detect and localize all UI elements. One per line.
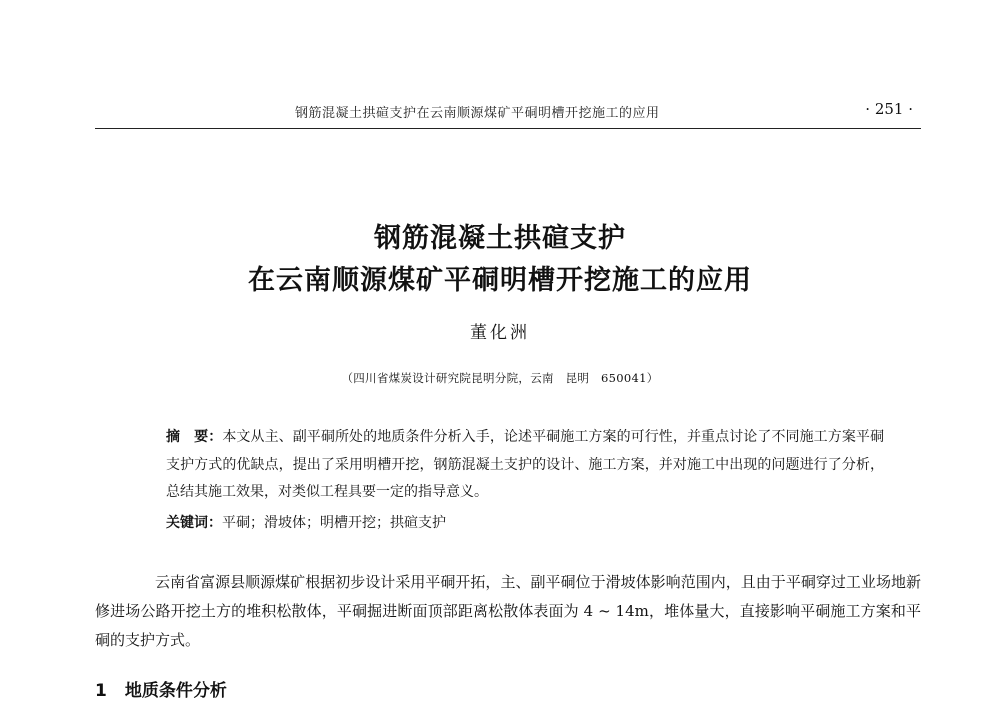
paper-title-line-1: 钢筋混凝土拱碹支护 bbox=[374, 223, 626, 254]
abstract-block bbox=[132, 424, 884, 507]
header-rule bbox=[95, 128, 921, 129]
running-header bbox=[95, 98, 921, 124]
paper-title-line-2: 在云南顺源煤矿平硐明槽开挖施工的应用 bbox=[248, 265, 752, 296]
author-affiliation: （四川省煤炭设计研究院昆明分院，云南 昆明 650041） bbox=[341, 371, 659, 385]
keywords-text: 平硐；滑坡体；明槽开挖；拱碹支护 bbox=[222, 515, 446, 531]
abstract-text: 本文从主、副平硐所处的地质条件分析入手，论述平硐施工方案的可行性，并重点讨论了不同施工方案平硐支护方式的优缺点，提出了采用明槽开挖，钢筋混凝土支护的设计、施工方案，并对施工中出现的问题进行了分析，总结其施工效果，对类似工程具要一定的指导意义。 bbox=[166, 429, 885, 500]
running-title: 钢筋混凝土拱碹支护在云南顺源煤矿平硐明槽开挖施工的应用 bbox=[295, 106, 660, 121]
abstract-paragraph bbox=[132, 424, 884, 507]
section-heading bbox=[95, 676, 227, 701]
keywords-block bbox=[166, 512, 886, 532]
keywords-label: 关键词： bbox=[166, 515, 222, 531]
section-number: 1 bbox=[95, 681, 107, 701]
section-title: 地质条件分析 bbox=[124, 681, 227, 701]
page-number: · 251 · bbox=[865, 100, 913, 118]
abstract-label: 摘 要： bbox=[166, 429, 223, 445]
body-paragraph: 云南省富源县顺源煤矿根据初步设计采用平硐开拓，主、副平硐位于滑坡体影响范围内，且由于平硐穿过工业场地新修进场公路开挖土方的堆积松散体，平硐掘进断面顶部距离松散体表面为 4 ~ 14m，堆体量大，直接影响平硐施工方案和平硐的支护方式。 bbox=[95, 573, 921, 649]
author-name: 董化洲 bbox=[470, 323, 530, 343]
